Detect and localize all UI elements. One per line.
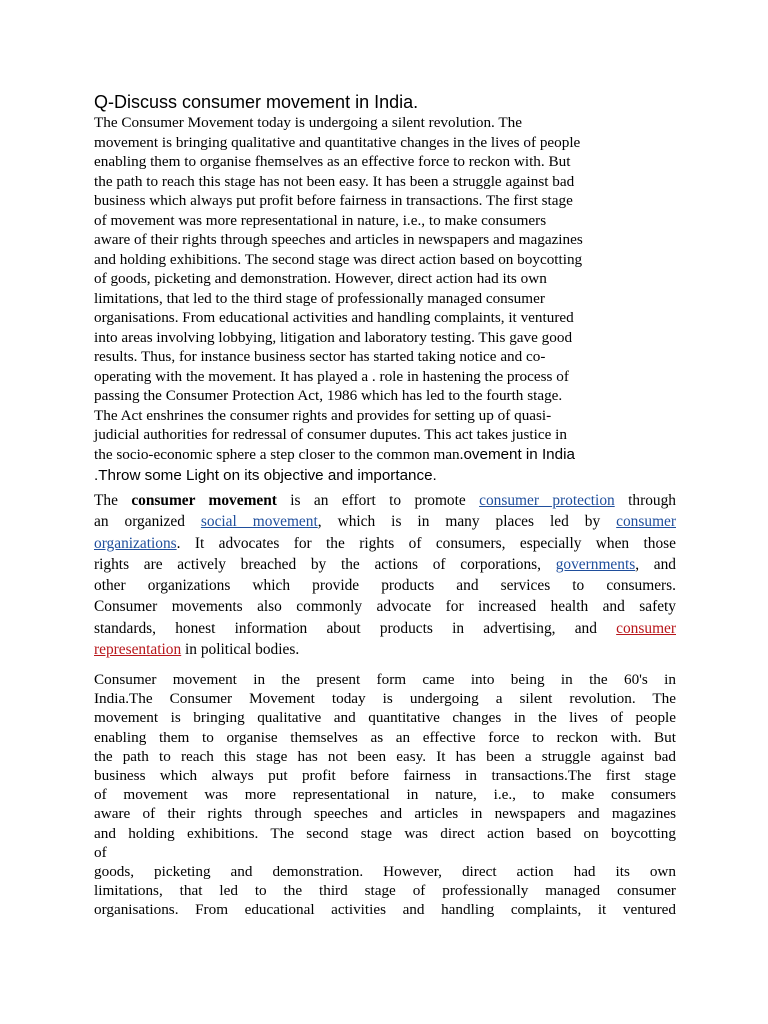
text-fragment: through — [614, 492, 676, 509]
text-line: enabling them to organise fhemselves as an effective force to reckon with. But — [94, 153, 571, 170]
text-line: Consumer movements also commonly advocate for increased health and safety — [94, 598, 676, 616]
text-line: The Consumer Movement today is undergoing a silent revolution. The — [94, 114, 522, 131]
text-line: passing the Consumer Protection Act, 1986 which has led to the fourth stage. — [94, 387, 563, 404]
social-movement-link[interactable]: social movement — [200, 513, 318, 531]
consumer-protection-link[interactable]: consumer protection — [479, 492, 615, 509]
text-line: of — [94, 843, 107, 861]
text-line: enabling them to organise themselves as an effective force to reckon with. But — [94, 728, 676, 746]
text-line: goods, picketing and demonstration. However, direct action had its own — [94, 863, 676, 881]
text-line: of movement was more representational in nature, i.e., to make consumers — [94, 211, 547, 229]
text-line — [94, 554, 676, 575]
text-line: organisations. From educational activities and handling complaints, it ventured — [94, 901, 676, 919]
text-line — [94, 639, 676, 660]
text-fragment: an organized — [94, 513, 201, 531]
text-line-mixed — [94, 445, 676, 465]
governments-link[interactable]: governments — [555, 555, 636, 573]
text-fragment: in political bodies. — [181, 641, 300, 659]
text-line: Consumer movement in the present form came into being in the 60's in — [94, 671, 676, 688]
text-line: limitations, that led to the third stage of professionally managed consumer — [94, 289, 545, 307]
paragraph-1 — [94, 113, 676, 488]
text-fragment: standards, honest information about products in advertising, and — [94, 619, 617, 637]
text-line — [94, 490, 676, 511]
text-line — [94, 511, 676, 532]
paragraph-2 — [94, 490, 676, 660]
text-line: business which always put profit before fairness in transactions.The first stage — [94, 767, 676, 785]
text-line: and holding exhibitions. The second stage was direct action based on boycotting — [94, 250, 583, 268]
text-line: results. Thus, for instance business sector has started taking notice and co- — [94, 348, 546, 365]
text-line: aware of their rights through speeches and articles in newspapers and magazines — [94, 805, 676, 823]
text-line: and holding exhibitions. The second stage was direct action based on boycotting — [94, 824, 676, 842]
text-line: organisations. From educational activities and handling complaints, it ventured — [94, 309, 574, 326]
consumer-organizations-link[interactable]: organizations — [94, 534, 177, 552]
consumer-representation-link[interactable]: consumer — [616, 619, 676, 637]
text-line: the path to reach this stage has not been easy. It has been a struggle against bad — [94, 172, 575, 190]
text-fragment-sans: ovement in India — [463, 445, 575, 463]
text-line: movement is bringing qualitative and quantitative changes in the lives of people — [94, 133, 581, 151]
text-line: India.The Consumer Movement today is undergoing a silent revolution. The — [94, 690, 676, 708]
paragraph-3 — [94, 670, 676, 920]
text-line: aware of their rights through speeches and articles in newspapers and magazines — [94, 231, 583, 248]
bold-term: consumer movement — [131, 492, 277, 509]
text-line: of movement was more representational in nature, i.e., to make consumers — [94, 786, 676, 804]
text-fragment: The — [94, 492, 132, 509]
question-heading: Q-Discuss consumer movement in India. — [94, 92, 419, 112]
text-line: The Act enshrines the consumer rights and provides for setting up of quasi- — [94, 406, 552, 424]
text-line: movement is bringing qualitative and quantitative changes in the lives of people — [94, 709, 676, 727]
consumer-representation-link[interactable]: representation — [94, 641, 182, 659]
text-line: of goods, picketing and demonstration. However, direct action had its own — [94, 270, 547, 287]
text-line — [94, 618, 676, 639]
text-line: limitations, that led to the third stage of professionally managed consumer — [94, 882, 676, 900]
text-line — [94, 533, 676, 554]
subheading: .Throw some Light on its objective and importance. — [94, 467, 437, 484]
text-fragment: is an effort to promote — [276, 492, 480, 509]
text-line: other organizations which provide products and services to consumers. — [94, 577, 676, 595]
text-fragment: , and — [635, 555, 676, 573]
text-fragment: rights are actively breached by the actions of corporations, — [94, 555, 556, 573]
text-line: judicial authorities for redressal of consumer duputes. This act takes justice in — [94, 426, 567, 443]
text-fragment: the socio-economic sphere a step closer to the common man. — [94, 445, 464, 463]
text-fragment: . It advocates for the rights of consumers, especially when those — [176, 534, 676, 552]
text-line: the path to reach this stage has not been easy. It has been a struggle against bad — [94, 747, 676, 765]
consumer-organizations-link[interactable]: consumer — [616, 513, 676, 531]
text-line: operating with the movement. It has played a . role in hastening the process of — [94, 367, 569, 385]
text-fragment: , which is in many places led by — [317, 513, 617, 531]
text-line: into areas involving lobbying, litigation and laboratory testing. This gave good — [94, 328, 573, 346]
text-line: business which always put profit before fairness in transactions. The first stage — [94, 192, 573, 209]
